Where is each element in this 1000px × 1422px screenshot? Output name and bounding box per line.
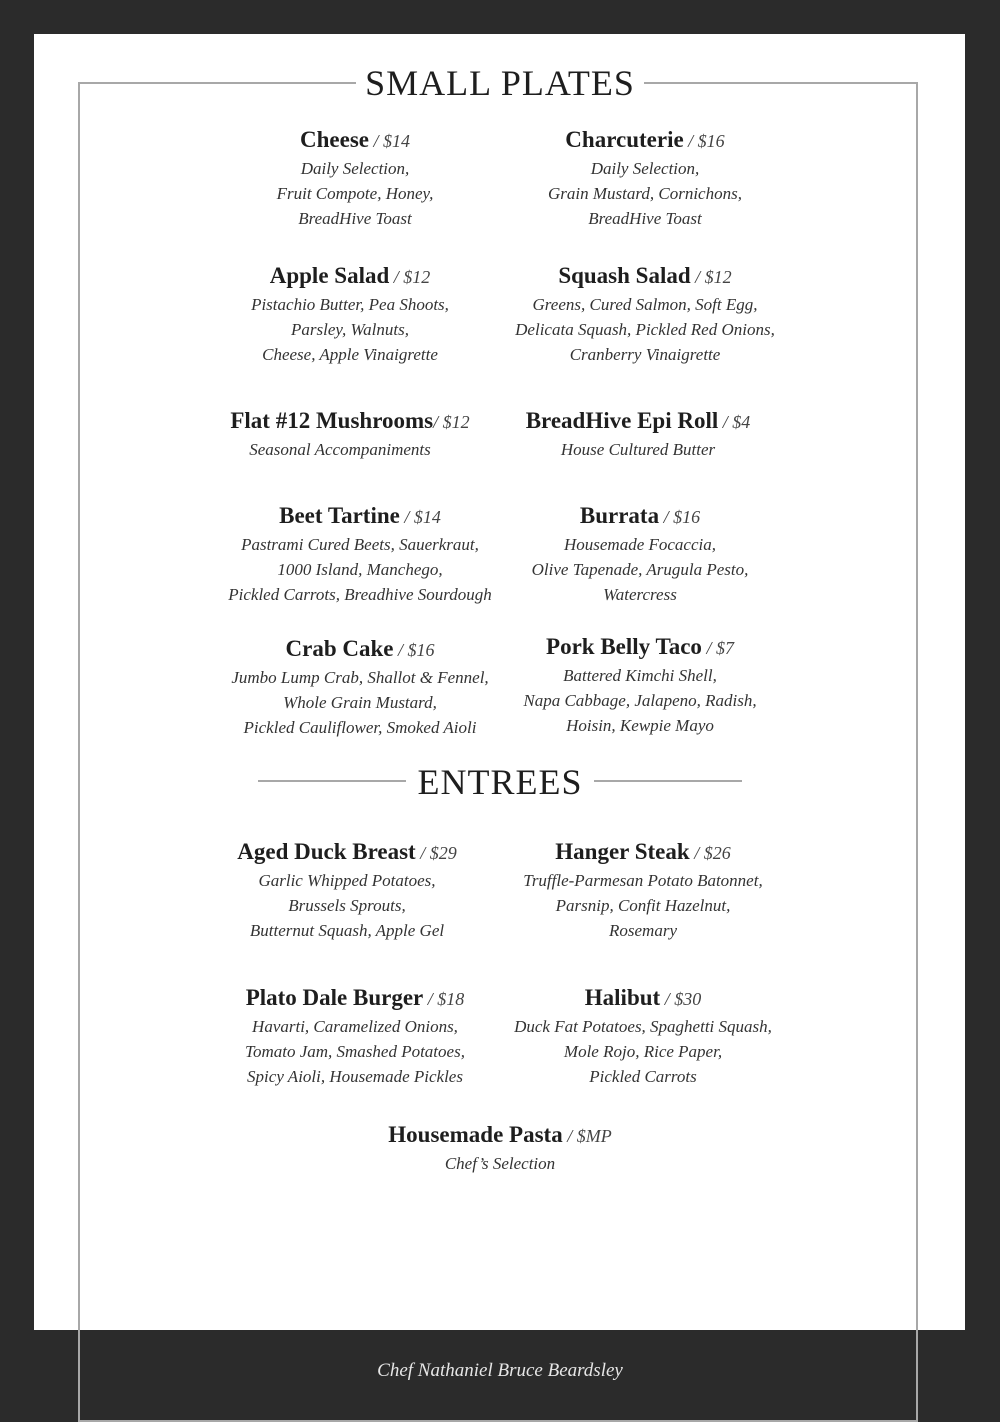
entrees-rule-right bbox=[594, 780, 742, 782]
menu-item-breadhive-epi-roll bbox=[488, 406, 788, 462]
item-name: Crab Cake bbox=[285, 636, 394, 661]
item-description: Havarti, Caramelized Onions, bbox=[252, 1017, 458, 1036]
menu-item-crab-cake bbox=[210, 634, 510, 740]
item-description: Hoisin, Kewpie Mayo bbox=[566, 716, 714, 735]
item-description: Pickled Carrots, Breadhive Sourdough bbox=[228, 585, 492, 604]
item-description: Grain Mustard, Cornichons, bbox=[548, 184, 742, 203]
item-price: / $16 bbox=[683, 131, 725, 151]
item-price: / $12 bbox=[433, 412, 470, 432]
item-description: Cranberry Vinaigrette bbox=[569, 345, 721, 364]
item-name: Apple Salad bbox=[269, 263, 390, 288]
item-description: Cheese, Apple Vinaigrette bbox=[262, 345, 438, 364]
item-price: / $7 bbox=[701, 638, 734, 658]
item-description: Daily Selection, bbox=[590, 159, 700, 178]
item-description: 1000 Island, Manchego, bbox=[277, 560, 443, 579]
menu-item-aged-duck-breast bbox=[197, 837, 497, 943]
item-price: / $30 bbox=[660, 989, 702, 1009]
item-description: Pickled Carrots bbox=[589, 1067, 697, 1086]
item-name: BreadHive Epi Roll bbox=[525, 408, 719, 433]
menu-item-apple-salad bbox=[200, 261, 500, 367]
menu-item-squash-salad bbox=[495, 261, 795, 367]
chef-signature: Chef Nathaniel Bruce Beardsley bbox=[377, 1360, 623, 1381]
item-description: Pistachio Butter, Pea Shoots, bbox=[251, 295, 449, 314]
item-description: Whole Grain Mustard, bbox=[283, 693, 437, 712]
item-description: Rosemary bbox=[609, 921, 677, 940]
item-description: Greens, Cured Salmon, Soft Egg, bbox=[532, 295, 758, 314]
item-description: Truffle-Parmesan Potato Batonnet, bbox=[523, 871, 763, 890]
item-description: Fruit Compote, Honey, bbox=[276, 184, 434, 203]
item-price: / $12 bbox=[389, 267, 431, 287]
item-description: Napa Cabbage, Jalapeno, Radish, bbox=[523, 691, 757, 710]
item-name: Charcuterie bbox=[565, 127, 684, 152]
item-name: Housemade Pasta bbox=[388, 1122, 563, 1147]
item-description: Parsnip, Confit Hazelnut, bbox=[555, 896, 731, 915]
item-description: Tomato Jam, Smashed Potatoes, bbox=[245, 1042, 465, 1061]
item-price: / $16 bbox=[393, 640, 435, 660]
item-name: Squash Salad bbox=[558, 263, 691, 288]
item-description: BreadHive Toast bbox=[588, 209, 702, 228]
menu-item-hanger-steak bbox=[493, 837, 793, 943]
item-description: House Cultured Butter bbox=[560, 440, 716, 459]
item-description: Spicy Aioli, Housemade Pickles bbox=[247, 1067, 463, 1086]
item-price: / $18 bbox=[423, 989, 465, 1009]
item-price: / $12 bbox=[690, 267, 732, 287]
item-name: Plato Dale Burger bbox=[245, 985, 424, 1010]
item-price: / $4 bbox=[718, 412, 751, 432]
item-name: Burrata bbox=[579, 503, 660, 528]
item-description: Pickled Cauliflower, Smoked Aioli bbox=[243, 718, 477, 737]
item-description: Chef’s Selection bbox=[444, 1154, 556, 1173]
item-description: Olive Tapenade, Arugula Pesto, bbox=[531, 560, 749, 579]
item-description: Butternut Squash, Apple Gel bbox=[249, 921, 445, 940]
menu-item-charcuterie bbox=[495, 125, 795, 231]
item-name: Beet Tartine bbox=[279, 503, 400, 528]
small-plates-title: SMALL PLATES bbox=[365, 63, 635, 103]
item-price: / $29 bbox=[415, 843, 457, 863]
item-price: / $26 bbox=[689, 843, 731, 863]
item-price: / $14 bbox=[399, 507, 441, 527]
item-name: Pork Belly Taco bbox=[546, 634, 702, 659]
item-name: Halibut bbox=[584, 985, 661, 1010]
item-description: BreadHive Toast bbox=[298, 209, 412, 228]
item-name: Hanger Steak bbox=[555, 839, 690, 864]
menu-item-plato-dale-burger bbox=[205, 983, 505, 1089]
item-description: Brussels Sprouts, bbox=[288, 896, 406, 915]
item-price: / $MP bbox=[562, 1126, 612, 1146]
menu-item-cheese bbox=[205, 125, 505, 231]
item-name: Flat #12 Mushrooms bbox=[230, 408, 434, 433]
item-description: Watercress bbox=[603, 585, 677, 604]
item-price: / $14 bbox=[368, 131, 410, 151]
menu-item-housemade-pasta bbox=[350, 1120, 650, 1176]
item-description: Jumbo Lump Crab, Shallot & Fennel, bbox=[231, 668, 489, 687]
item-description: Garlic Whipped Potatoes, bbox=[258, 871, 436, 890]
menu-item-burrata bbox=[490, 501, 790, 607]
item-description: Seasonal Accompaniments bbox=[249, 440, 431, 459]
item-price: / $16 bbox=[659, 507, 701, 527]
item-description: Housemade Focaccia, bbox=[563, 535, 716, 554]
menu-item-halibut bbox=[493, 983, 793, 1089]
item-description: Battered Kimchi Shell, bbox=[563, 666, 717, 685]
item-description: Parsley, Walnuts, bbox=[291, 320, 409, 339]
entrees-title: ENTREES bbox=[417, 762, 583, 802]
item-description: Mole Rojo, Rice Paper, bbox=[563, 1042, 723, 1061]
item-description: Daily Selection, bbox=[300, 159, 410, 178]
menu-item-flat-12-mushrooms bbox=[200, 406, 500, 462]
item-description: Delicata Squash, Pickled Red Onions, bbox=[515, 320, 775, 339]
item-name: Aged Duck Breast bbox=[237, 839, 416, 864]
menu-item-beet-tartine bbox=[210, 501, 510, 607]
menu-item-pork-belly-taco bbox=[490, 632, 790, 738]
item-description: Pastrami Cured Beets, Sauerkraut, bbox=[241, 535, 479, 554]
item-name: Cheese bbox=[300, 127, 369, 152]
item-description: Duck Fat Potatoes, Spaghetti Squash, bbox=[514, 1017, 772, 1036]
